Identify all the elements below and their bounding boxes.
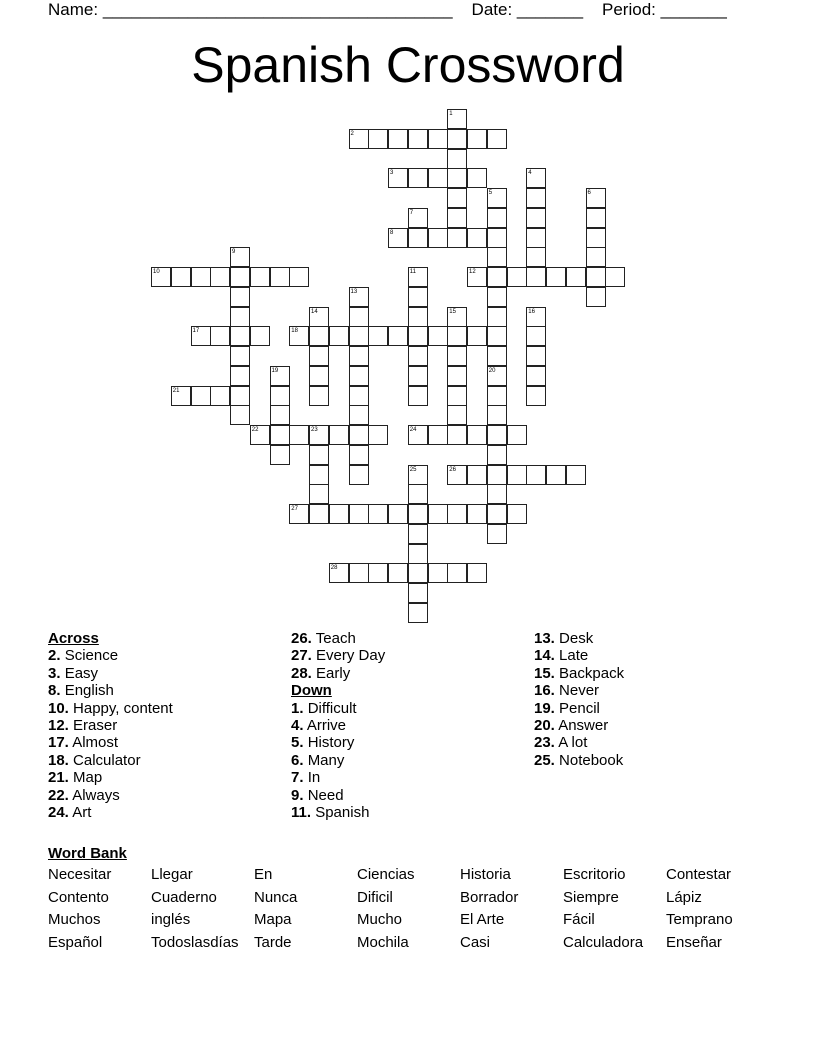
clue-column-3: [534, 630, 624, 769]
grid-cell[interactable]: [428, 129, 448, 149]
clue-number: 11: [409, 269, 416, 275]
word-bank-item: Historia: [460, 866, 511, 883]
grid-cell[interactable]: [487, 445, 507, 465]
grid-cell[interactable]: [428, 168, 448, 188]
word-bank-item: En: [254, 866, 273, 883]
grid-cell[interactable]: [487, 287, 507, 307]
clue-down-16: 16. Never: [534, 682, 600, 700]
word-bank-item: Mochila: [357, 933, 409, 951]
grid-cell[interactable]: [368, 425, 388, 445]
clue-across-24: 24. Art: [48, 804, 92, 822]
word-bank-item: inglés: [151, 911, 191, 928]
grid-cell[interactable]: [408, 544, 428, 564]
clue-across-2: 2. Science: [48, 647, 119, 665]
grid-cell[interactable]: [566, 465, 586, 485]
clue-down-9: 9. Need: [291, 786, 344, 804]
clue-number: 26: [449, 466, 456, 473]
grid-cell[interactable]: [526, 346, 546, 366]
word-bank-item: Necesitar: [48, 866, 112, 883]
grid-cell[interactable]: [349, 425, 369, 445]
clue-across-26: 26. Teach: [291, 630, 356, 647]
across-heading: Across: [48, 630, 99, 647]
grid-cell[interactable]: [447, 346, 467, 366]
grid-cell[interactable]: [447, 563, 467, 583]
grid-cell[interactable]: [388, 563, 408, 583]
word-bank-item: Enseñar: [666, 933, 722, 951]
grid-cell[interactable]: [368, 129, 388, 149]
clue-number: 9: [232, 249, 236, 256]
word-bank-item: Lápiz: [666, 888, 702, 906]
grid-cell[interactable]: [526, 386, 546, 406]
grid-cell[interactable]: [487, 425, 507, 445]
grid-cell[interactable]: [487, 465, 507, 485]
grid-cell[interactable]: [447, 425, 467, 445]
clue-column-1: [48, 630, 173, 821]
clue-down-23: 23. A lot: [534, 734, 588, 752]
grid-cell[interactable]: [546, 465, 566, 485]
clue-number: 16: [528, 308, 535, 315]
date-blank[interactable]: _______: [516, 0, 584, 19]
grid-cell[interactable]: [270, 445, 290, 465]
grid-cell[interactable]: [171, 267, 191, 287]
clue-number: 23: [311, 427, 318, 433]
grid-cell[interactable]: [526, 465, 546, 485]
word-bank-item: Siempre: [563, 888, 619, 906]
clue-number: 27: [291, 506, 298, 512]
clue-column-2: [291, 630, 385, 821]
word-bank-item: Ciencias: [357, 866, 415, 883]
grid-cell[interactable]: [388, 504, 408, 524]
grid-cell[interactable]: [526, 247, 546, 267]
clue-number: 13: [350, 288, 358, 295]
grid-cell[interactable]: [487, 524, 507, 544]
word-bank-item: Mapa: [254, 911, 292, 928]
clue-number: 24: [409, 427, 417, 433]
grid-cell[interactable]: [586, 228, 606, 248]
grid-cell[interactable]: [447, 168, 467, 188]
grid-cell[interactable]: [329, 504, 349, 524]
clue-across-18: 18. Calculator: [48, 751, 141, 769]
grid-cell[interactable]: [428, 563, 448, 583]
grid-cell[interactable]: [230, 366, 250, 386]
clue-down-7: 7. In: [291, 769, 321, 787]
grid-cell[interactable]: [408, 228, 428, 248]
word-bank-item: Calculadora: [563, 933, 644, 951]
clue-across-3: 3. Easy: [48, 664, 99, 682]
clue-number: 8: [390, 229, 394, 236]
grid-cell[interactable]: [270, 405, 290, 425]
word-bank-item: Cuaderno: [151, 888, 217, 906]
clue-number: 5: [488, 190, 493, 196]
grid-cell[interactable]: [408, 307, 428, 327]
grid-cell[interactable]: [368, 504, 388, 524]
grid-cell[interactable]: [408, 583, 428, 603]
grid-cell[interactable]: [210, 386, 230, 406]
name-blank[interactable]: _____________________________________: [102, 0, 453, 19]
clue-across-28: 28. Early: [291, 664, 351, 682]
grid-cell[interactable]: [388, 129, 408, 149]
grid-cell[interactable]: [526, 366, 546, 386]
grid-cell[interactable]: [408, 346, 428, 366]
word-bank-item: Muchos: [48, 911, 101, 928]
grid-cell[interactable]: [388, 326, 408, 346]
grid-cell[interactable]: [270, 425, 290, 445]
grid-cell[interactable]: [467, 504, 487, 524]
grid-cell[interactable]: [309, 504, 329, 524]
grid-cell[interactable]: [191, 267, 211, 287]
grid-cell[interactable]: [467, 168, 487, 188]
grid-cell[interactable]: [487, 346, 507, 366]
grid-cell[interactable]: [447, 149, 467, 169]
clue-down-14: 14. Late: [534, 647, 589, 665]
grid-cell[interactable]: [526, 326, 546, 346]
clue-across-22: 22. Always: [48, 786, 120, 804]
grid-cell[interactable]: [230, 267, 250, 287]
grid-cell[interactable]: [447, 208, 467, 228]
word-bank-item: Contento: [48, 888, 109, 906]
clue-number: 20: [488, 367, 496, 374]
clue-number: 3: [390, 170, 394, 177]
grid-cell[interactable]: [309, 484, 329, 504]
grid-cell[interactable]: [349, 504, 369, 524]
word-bank-item: Casi: [460, 933, 491, 951]
clue-number: 10: [153, 269, 160, 275]
grid-cell[interactable]: [349, 405, 369, 425]
grid-cell[interactable]: [329, 425, 349, 445]
grid-cell[interactable]: [250, 326, 270, 346]
grid-cell[interactable]: [586, 247, 606, 267]
grid-cell[interactable]: [250, 267, 270, 287]
grid-cell[interactable]: [447, 228, 467, 248]
word-bank-item: Escritorio: [563, 866, 626, 883]
down-heading: Down: [291, 682, 332, 700]
grid-cell[interactable]: [309, 366, 329, 386]
grid-cell[interactable]: [408, 366, 428, 386]
grid-cell[interactable]: [467, 563, 487, 583]
clue-down-5: 5. History: [291, 734, 355, 752]
clue-down-19: 19. Pencil: [534, 699, 600, 717]
grid-cell[interactable]: [309, 326, 329, 346]
grid-cell[interactable]: [368, 326, 388, 346]
clue-down-4: 4. Arrive: [291, 717, 347, 735]
period-label: Period:: [602, 0, 656, 19]
grid-cell[interactable]: [467, 326, 487, 346]
grid-cell[interactable]: [487, 504, 507, 524]
page-title: Spanish Crossword: [191, 37, 625, 93]
clue-down-13: 13. Desk: [534, 630, 594, 647]
grid-cell[interactable]: [487, 267, 507, 287]
grid-cell[interactable]: [447, 386, 467, 406]
clue-number: 18: [291, 328, 298, 335]
grid-cell[interactable]: [349, 326, 369, 346]
grid-cell[interactable]: [586, 267, 606, 287]
grid-cell[interactable]: [230, 346, 250, 366]
grid-cell[interactable]: [487, 247, 507, 267]
word-bank-item: Llegar: [151, 866, 193, 883]
grid-cell[interactable]: [349, 307, 369, 327]
clue-number: 28: [330, 565, 338, 572]
grid-cell[interactable]: [467, 129, 487, 149]
grid-cell[interactable]: [408, 484, 428, 504]
word-bank-item: El Arte: [460, 911, 505, 928]
clue-across-10: 10. Happy, content: [48, 699, 173, 717]
clue-down-25: 25. Notebook: [534, 751, 624, 769]
clue-number: 12: [469, 269, 476, 275]
grid-cell[interactable]: [428, 504, 448, 524]
grid-cell[interactable]: [428, 228, 448, 248]
clue-number: 4: [528, 170, 532, 177]
clue-down-11: 11. Spanish: [291, 804, 370, 822]
grid-cell[interactable]: [428, 425, 448, 445]
grid-cell[interactable]: [507, 465, 527, 485]
grid-cell[interactable]: [487, 208, 507, 228]
grid-cell[interactable]: [526, 228, 546, 248]
grid-cell[interactable]: [408, 524, 428, 544]
grid-cell[interactable]: [487, 405, 507, 425]
clue-number: 14: [311, 308, 318, 315]
clue-down-20: 20. Answer: [534, 717, 609, 735]
grid-cell[interactable]: [408, 168, 428, 188]
grid-cell[interactable]: [270, 386, 290, 406]
name-label: Name:: [48, 0, 99, 19]
grid-cell[interactable]: [428, 326, 448, 346]
grid-cell[interactable]: [507, 267, 527, 287]
grid-cell[interactable]: [507, 425, 527, 445]
grid-cell[interactable]: [349, 563, 369, 583]
grid-cell[interactable]: [408, 129, 428, 149]
grid-cell[interactable]: [309, 445, 329, 465]
grid-cell[interactable]: [526, 267, 546, 287]
grid-cell[interactable]: [447, 129, 467, 149]
word-bank-item: Tarde: [254, 933, 292, 951]
clue-number: 6: [587, 190, 591, 196]
grid-cell[interactable]: [230, 326, 250, 346]
grid-cell[interactable]: [230, 405, 250, 425]
period-blank[interactable]: _______: [660, 0, 727, 19]
grid-cell[interactable]: [408, 326, 428, 346]
word-bank: [48, 866, 769, 956]
word-bank-item: Todoslasdías: [151, 933, 239, 951]
clue-across-12: 12. Eraser: [48, 717, 118, 735]
grid-cell[interactable]: [309, 465, 329, 485]
clue-number: 15: [449, 308, 456, 315]
grid-cell[interactable]: [467, 425, 487, 445]
grid-cell[interactable]: [230, 386, 250, 406]
grid-cell[interactable]: [408, 603, 428, 623]
grid-cell[interactable]: [447, 405, 467, 425]
clue-number: 25: [409, 466, 417, 473]
grid-cell[interactable]: [408, 504, 428, 524]
grid-cell[interactable]: [526, 208, 546, 228]
grid-cell[interactable]: [230, 307, 250, 327]
grid-cell[interactable]: [191, 386, 211, 406]
grid-cell[interactable]: [447, 188, 467, 208]
grid-cell[interactable]: [329, 326, 349, 346]
grid-cell[interactable]: [349, 465, 369, 485]
grid-cell[interactable]: [289, 267, 309, 287]
grid-cell[interactable]: [546, 267, 566, 287]
clue-number: 2: [350, 130, 354, 137]
clue-number: 19: [271, 367, 279, 374]
grid-cell[interactable]: [467, 465, 487, 485]
grid-cell[interactable]: [349, 386, 369, 406]
word-bank-item: Borrador: [460, 888, 519, 906]
grid-cell[interactable]: [349, 366, 369, 386]
word-bank-item: Español: [48, 933, 103, 951]
grid-cell[interactable]: [487, 228, 507, 248]
word-bank-item: Temprano: [666, 911, 733, 928]
grid-cell[interactable]: [586, 287, 606, 307]
grid-cell[interactable]: [526, 188, 546, 208]
grid-cell[interactable]: [368, 563, 388, 583]
clue-number: 17: [192, 328, 200, 335]
date-label: Date:: [471, 0, 513, 19]
grid-cell[interactable]: [487, 307, 507, 327]
grid-cell[interactable]: [210, 267, 230, 287]
grid-cell[interactable]: [487, 326, 507, 346]
grid-cell[interactable]: [447, 366, 467, 386]
word-bank-item: Dificil: [357, 888, 393, 906]
clue-number: 7: [409, 209, 414, 216]
grid-cell[interactable]: [447, 326, 467, 346]
word-bank-title: Word Bank: [48, 845, 127, 862]
grid-cell[interactable]: [349, 346, 369, 366]
clue-down-6: 6. Many: [291, 751, 345, 769]
grid-cell[interactable]: [270, 267, 290, 287]
grid-cell[interactable]: [408, 563, 428, 583]
grid-cell[interactable]: [309, 386, 329, 406]
grid-cell[interactable]: [408, 386, 428, 406]
clue-number: 21: [172, 387, 180, 394]
grid-cell[interactable]: [467, 228, 487, 248]
grid-cell[interactable]: [408, 287, 428, 307]
word-bank-item: Mucho: [357, 911, 403, 928]
clue-number: 1: [449, 111, 453, 117]
grid-cell[interactable]: [566, 267, 586, 287]
clue-across-27: 27. Every Day: [291, 647, 386, 665]
grid-cell[interactable]: [447, 504, 467, 524]
clue-number: 22: [251, 427, 259, 433]
clue-across-8: 8. English: [48, 682, 114, 700]
grid-cell[interactable]: [230, 287, 250, 307]
clue-down-15: 15. Backpack: [534, 664, 625, 682]
grid-cell[interactable]: [507, 504, 527, 524]
grid-cell[interactable]: [487, 484, 507, 504]
clue-across-17: 17. Almost: [48, 734, 119, 752]
grid-cell[interactable]: [487, 386, 507, 406]
grid-cell[interactable]: [605, 267, 625, 287]
grid-cell[interactable]: [349, 445, 369, 465]
word-bank-item: Nunca: [254, 888, 298, 906]
grid-cell[interactable]: [210, 326, 230, 346]
grid-cell[interactable]: [289, 425, 309, 445]
grid-cell[interactable]: [309, 346, 329, 366]
clue-across-21: 21. Map: [48, 769, 103, 787]
grid-cell[interactable]: [487, 129, 507, 149]
grid-cell[interactable]: [586, 208, 606, 228]
clue-down-1: 1. Difficult: [291, 699, 357, 717]
word-bank-item: Contestar: [666, 866, 732, 883]
word-bank-item: Fácil: [563, 911, 595, 928]
